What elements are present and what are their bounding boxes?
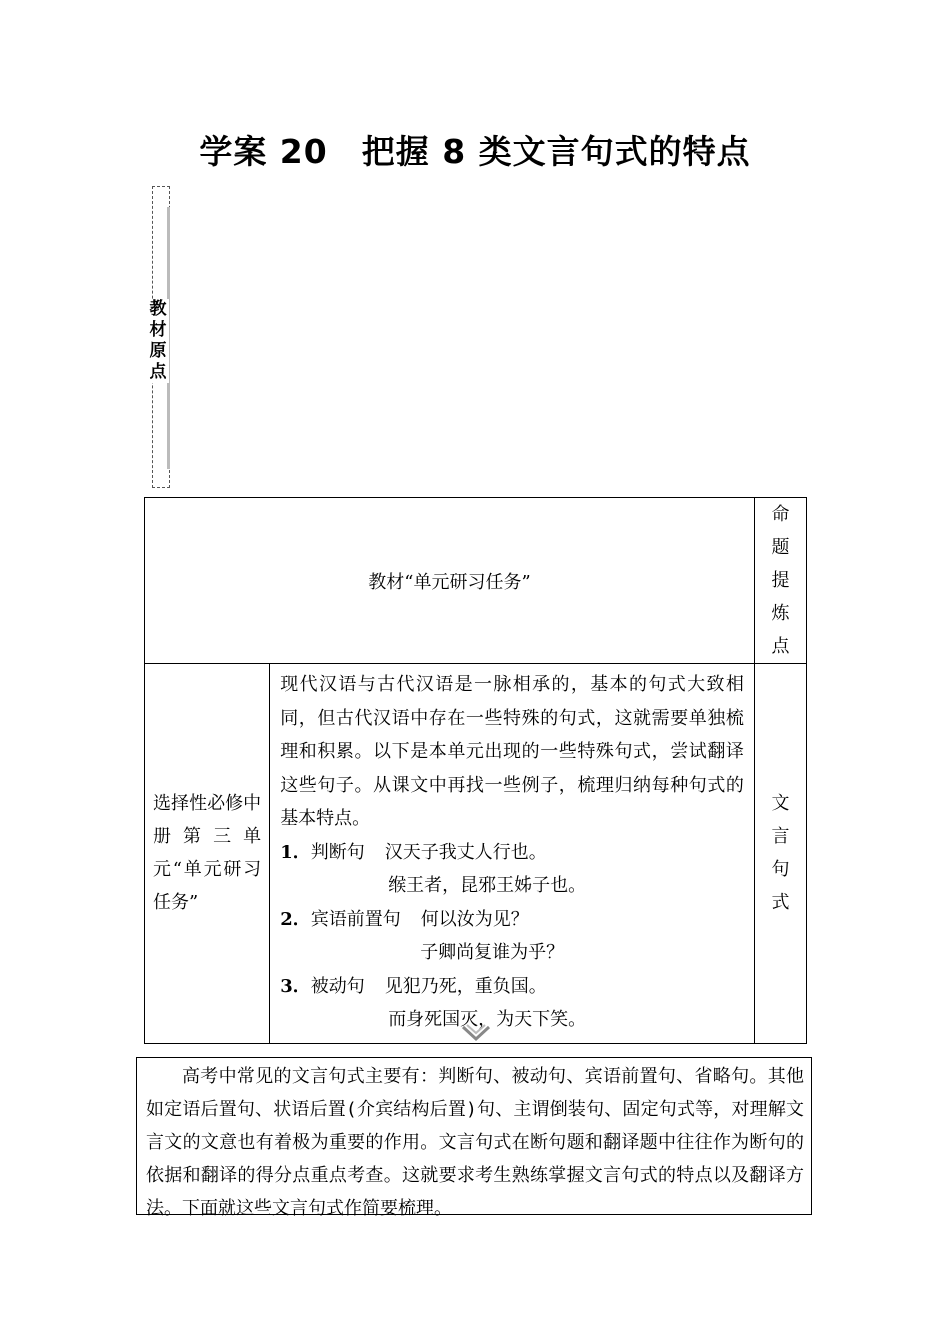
sentence-item bbox=[280, 970, 744, 1004]
header-label: 教材“单元研习任务” bbox=[368, 571, 531, 593]
page-title bbox=[0, 126, 950, 173]
side-tab-char: 材 bbox=[149, 320, 167, 340]
title-number: 学案 20 bbox=[199, 132, 328, 171]
header-right-label bbox=[755, 498, 806, 663]
row-right-char: 文 bbox=[771, 793, 790, 815]
item-example: 缑王者，昆邪王姊子也。 bbox=[388, 875, 587, 896]
side-tab-char: 教 bbox=[149, 299, 167, 319]
header-right-char: 提 bbox=[771, 570, 790, 591]
row-right-char: 句 bbox=[771, 859, 790, 881]
item-number: 1． bbox=[280, 841, 311, 863]
chevron-down-icon bbox=[461, 1024, 491, 1044]
row-right-char: 言 bbox=[771, 826, 790, 848]
summary-text: 高考中常见的文言句式主要有：判断句、被动句、宾语前置句、省略句。其他如定语后置句、状语后置(介宾结构后置)句、主谓倒装句、固定句式等，对理解文言文的文意也有着极为重要的作用。文言句式在断句题和翻译题中往往作为断句的依据和翻译的得分点重点考查。这就要求考生熟练掌握文言句式的特点以及翻译方法。下面就这些文言句式作简要梳理。 bbox=[146, 1066, 804, 1219]
header-right-char: 命 bbox=[771, 504, 790, 525]
sentence-item bbox=[280, 903, 744, 937]
side-tab-label bbox=[147, 299, 169, 383]
sentence-item bbox=[280, 836, 744, 870]
item-type: 被动句 bbox=[310, 975, 365, 997]
row-right-label bbox=[755, 787, 806, 919]
header-right-char: 点 bbox=[771, 636, 790, 657]
item-example: 而身死国灭，为天下笑。 bbox=[388, 1009, 587, 1030]
item-example: 见犯乃死，重负国。 bbox=[384, 975, 547, 997]
source-cell bbox=[145, 664, 270, 1044]
table-header-row bbox=[145, 498, 807, 664]
header-right-char: 炼 bbox=[771, 603, 790, 624]
item-type: 宾语前置句 bbox=[310, 908, 401, 930]
item-number: 3． bbox=[280, 975, 311, 997]
item-example: 子卿尚复谁为乎？ bbox=[420, 942, 565, 963]
item-type: 判断句 bbox=[310, 841, 365, 863]
side-tab bbox=[149, 186, 170, 488]
item-example: 何以汝为见？ bbox=[420, 908, 529, 930]
side-tab-char: 原 bbox=[149, 341, 167, 361]
header-right-cell bbox=[754, 498, 806, 664]
side-tab-char: 点 bbox=[149, 362, 167, 382]
header-cell bbox=[145, 498, 755, 664]
row-right-char: 式 bbox=[771, 892, 790, 914]
title-text: 把握 8 类文言句式的特点 bbox=[361, 132, 751, 171]
header-right-char: 题 bbox=[771, 537, 790, 558]
task-table bbox=[144, 497, 807, 1044]
intro-text: 现代汉语与古代汉语是一脉相承的，基本的句式大致相同，但古代汉语中存在一些特殊的句式，这就需要单独梳理和积累。以下是本单元出现的一些特殊句式，尝试翻译这些句子。从课文中再找一些例子，梳理归纳每种句式的基本特点。 bbox=[280, 674, 744, 829]
table-row bbox=[145, 664, 807, 1044]
item-number: 2． bbox=[280, 908, 311, 930]
sentence-list bbox=[280, 836, 744, 1037]
source-label: 选择性必修中册第三单元“单元研习任务” bbox=[153, 793, 262, 914]
item-example: 汉天子我丈人行也。 bbox=[384, 841, 547, 863]
summary-box bbox=[136, 1057, 812, 1219]
row-right-cell bbox=[754, 664, 806, 1044]
content-cell bbox=[270, 664, 755, 1044]
